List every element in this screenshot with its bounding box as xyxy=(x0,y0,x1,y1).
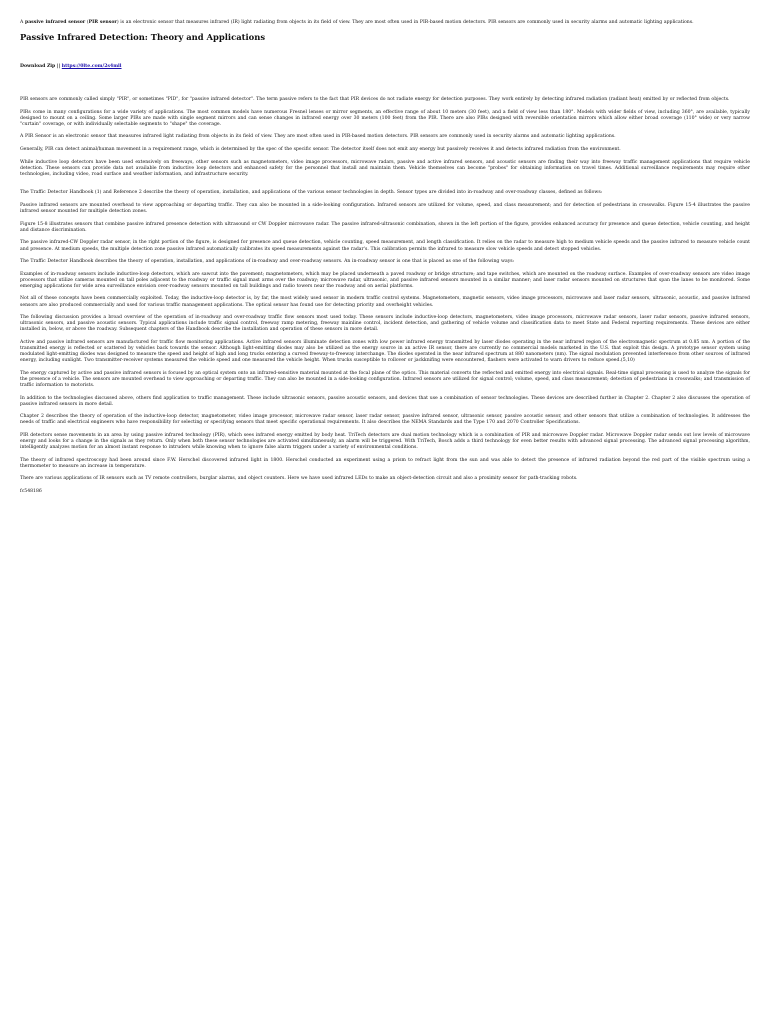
paragraph-8: Figure 15-8 illustrates sensors that combine passive infrared presence detection with ultrasound or CW Doppler microwave radar. The passive infrared-ultrasonic combination, shown in the left portion of the figure, provides enhanced accuracy for presence and queue detection, vehicle counting, and height and distance discrimination. xyxy=(20,221,750,233)
paragraph-2: PIRs come in many configurations for a wide variety of applications. The most common models have numerous Fresnel lenses or mirror segments, an effective range of about 10 meters (30 feet), and a field of view less than 180°. Models with wider fields of view, including 360°, are available, typically designed to mount on a ceiling. Some larger PIRs are made with single segment mirrors and can sense changes in infrared energy over 30 meters (100 feet) from the PIR. There are also PIRs designed with reversible orientation mirrors which allow either broad coverage (110° wide) or very narrow "curtain" coverage, or with individually selectable segments to "shape" the coverage. xyxy=(20,109,750,127)
paragraph-15: The energy captured by active and passive infrared sensors is focused by an optical system onto an infrared-sensitive material mounted at the focal plane of the optics. This material converts the reflected and emitted energy into electrical signals. Real-time signal processing is used to analyze the signals for the presence of a vehicle. The sensors are mounted overhead to view approaching or departing traffic. They can also be mounted in a side-looking configuration. Infrared sensors are utilized for signal control; volume, speed, and class measurement; detection of pedestrians in crosswalks; and transmission of traffic information to motorists. xyxy=(20,370,750,388)
paragraph-1: PIR sensors are commonly called simply "PIR", or sometimes "PID", for "passive infrared detector". The term passive refers to the fact that PIR devices do not radiate energy for detection purposes. They work entirely by detecting infrared radiation (radiant heat) emitted by or reflected from objects. xyxy=(20,97,730,103)
download-label: Download Zip xyxy=(20,64,56,70)
paragraph-14: Active and passive infrared sensors are manufactured for traffic flow monitoring applications. Active infrared sensors illuminate detection zones with low power infrared energy transmitted by laser diodes operating in the near infrared region of the electromagnetic spectrum at 0.85 nm. A portion of the transmitted energy is reflected or scattered by vehicles back towards the sensor. Although light-emitting diodes may also be utilized as the energy source in an active IR sensor, there are currently no commercial models marketed in the U.S. that exploit this design. A prototype sensor system using modulated light-emitting diodes was designed to measure the speed and height of high and long trucks entering a curved freeway-to-freeway interchange. The diodes operated in the near infrared spectrum at 880 nanometers (nm). The signal modulation prevented interference from other sources of infrared energy, including sunlight. Two transmitter-receiver systems measured the vehicle speed and one measured the vehicle height. When trucks susceptible to rollover or jackknifing were encountered, flashers were activated to warn drivers to reduce speed.(5,10) xyxy=(20,339,750,364)
footer-code: fc548186 xyxy=(20,489,42,495)
paragraph-5: While inductive loop detectors have been used extensively on freeways, other sensors such as magnetometers, video image processors, microwave radars, passive and active infrared sensors, and acoustic sensors are finding their way into freeway traffic management applications that require vehicle detection. These sensors can provide data not available from inductive loop detectors and enhanced safety for the personnel that install and maintain them. Vehicle themselves can become "probes" for obtaining information on travel times. Additional surveillance requirements may require other technologies, including video, road surface and weather information, and infrastructure security. xyxy=(20,159,750,177)
intro-middle: ( xyxy=(85,20,89,25)
paragraph-16: In addition to the technologies discussed above, others find application to traffic management. These include ultrasonic sensors, passive acoustic sensors, and devices that use a combination of sensor technologies. These devices are described further in Chapter 2. Chapter 2 also discusses the operation of passive infrared sensors in more detail. xyxy=(20,395,750,407)
paragraph-6: The Traffic Detector Handbook (1) and Reference 2 describe the theory of operation, installation, and applications of the various sensor technologies in depth. Sensor types are divided into in-roadway and over-roadway classes, defined as follows: xyxy=(20,190,603,196)
paragraph-12: Not all of these concepts have been commercially exploited. Today, the inductive-loop detector is, by far, the most widely used sensor in modern traffic control systems. Magnetometers, magnetic sensors, video image processors, microwave and laser radar sensors, ultrasonic, acoustic, and passive infrared sensors are also produced commercially and used for various traffic management applications. The optical sensor has found use for detecting priority and overheight vehicles. xyxy=(20,296,750,308)
download-separator: || xyxy=(55,64,62,70)
paragraph-10: The Traffic Detector Handbook describes the theory of operation, installation, and applications of in-roadway and over-roadway sensors. An in-roadway sensor is one that is placed as one of the following ways: xyxy=(20,259,515,265)
paragraph-20: There are various applications of IR sensors such as TV remote controllers, burglar alarms, and object counters. Here we have used infrared LEDs to make an object-detection circuit and also a proximity sensor for path-tracking robots. xyxy=(20,476,578,482)
download-line xyxy=(20,64,750,70)
page-title: Passive Infrared Detection: Theory and Applications xyxy=(20,32,266,43)
intro-bold-term-2: PIR sensor xyxy=(88,20,117,25)
intro-rest: ) is an electronic sensor that measures infrared (IR) light radiating from objects in its field of view. They are most often used in PIR-based motion detectors. PIR sensors are commonly used in security alarms and automatic lighting applications. xyxy=(116,20,694,25)
article xyxy=(0,0,770,495)
paragraph-11: Examples of in-roadway sensors include inductive-loop detectors, which are sawcut into the pavement; magnetometers, which may be placed underneath a paved roadway or bridge structure; and tape switches, which are mounted on the roadway surface. Examples of over-roadway sensors are video image processors that utilize cameras mounted on tall poles adjacent to the roadway or traffic signal mast arms over the roadway; microwave radar, ultrasonic, and passive infrared sensors mounted in a similar manner; and laser radar sensors mounted on structures that span the lanes to be monitored. Some emerging applications for wide area surveillance envision over-roadway sensors mounted on tall buildings and radio towers near the roadway and on aerial platforms. xyxy=(20,271,750,289)
paragraph-18: PIR detectors sense movements in an area by using passive infrared technology (PIR), which sees infrared energy emitted by body heat. TriTech detectors are dual motion technology which is a combination of PIR and microwave Doppler radar. Microwave Doppler radar sends out low levels of microwave energy and looks for a change in the signals as they return. Only when both these sensor technologies are activated simultaneously, an alarm will be triggered. With TriTech, Bosch adds a third technology for even better results with advanced signal processing. The advanced signal processing algorithm, intelligently analyzes motion for an almost instant response to intruders while knowing when to ignore false alarm triggers under a variety of environmental conditions. xyxy=(20,432,750,451)
paragraph-7: Passive infrared sensors are mounted overhead to view approaching or departing traffic. They can also be mounted in a side-looking configuration. Infrared sensors are utilized for volume, speed, and class measurement; and for detection of pedestrians in crosswalks. Figure 15-4 illustrates the passive infrared sensor mounted for multiple detection zones. xyxy=(20,203,750,215)
paragraph-9: The passive infrared-CW Doppler radar sensor, in the right portion of the figure, is designed for presence and queue detection, vehicle counting, speed measurement, and length classification. It relies on the radar to measure high to medium vehicle speeds and the passive infrared to measure vehicle count and presence. At medium speeds, the multiple detection zone passive infrared automatically calibrates its speed measurements against the radar's. This calibration permits the infrared to measure slow vehicle speeds and detect stopped vehicles. xyxy=(20,240,750,252)
paragraph-17: Chapter 2 describes the theory of operation of the inductive-loop detector, magnetometer, video image processor, microwave radar sensor, laser radar sensor, passive infrared sensor, ultrasonic sensor, passive acoustic sensor, and other sensors that utilize a combination of technologies. It addresses the needs of traffic and electrical engineers who have responsibility for selecting or specifying sensors that meet specific operational requirements. It also describes the NEMA Standards and the Type 170 and 2070 Controller Specifications. xyxy=(20,414,750,426)
paragraph-3: A PIR Sensor is an electronic sensor that measures infrared light radiating from objects in its field of view. They are most often used in PIR-based motion detectors. PIR sensors are commonly used in security alarms and automatic lighting applications. xyxy=(20,134,616,140)
download-link[interactable]: https://0lte.com/2s4mll xyxy=(61,64,122,70)
intro-paragraph xyxy=(20,20,750,26)
paragraph-19: The theory of infrared spectroscopy had been around since F.W. Herschel discovered infrared light in 1800. Herschel conducted an experiment using a prism to refract light from the sun and was able to detect the presence of infrared radiation beyond the red part of the visible spectrum using a thermometer to measure an increase in temperature. xyxy=(20,457,750,469)
paragraph-13: The following discussion provides a broad overview of the operation of in-roadway and over-roadway traffic flow sensors most used today. These sensors include inductive-loop detectors, magnetometers, video image processors, microwave radar sensors, laser radar sensors, passive infrared sensors, ultrasonic sensors, and passive acoustic sensors. Typical applications include traffic signal control, freeway ramp metering, freeway mainline control, incident detection, and gathering of vehicle volume and classification data to meet State and Federal reporting requirements. These devices are either installed in, below, or above the roadway. Subsequent chapters of the Handbook describe the installation and operation of these sensors in more detail. xyxy=(20,315,750,333)
intro-prefix: A xyxy=(20,20,25,25)
intro-bold-term: passive infrared sensor xyxy=(24,20,86,25)
paragraph-4: Generally, PIR can detect animal/human movement in a requirement range, which is determined by the spec of the specific sensor. The detector itself does not emit any energy but passively receives it and detects infrared radiation from the environment. xyxy=(20,147,621,153)
